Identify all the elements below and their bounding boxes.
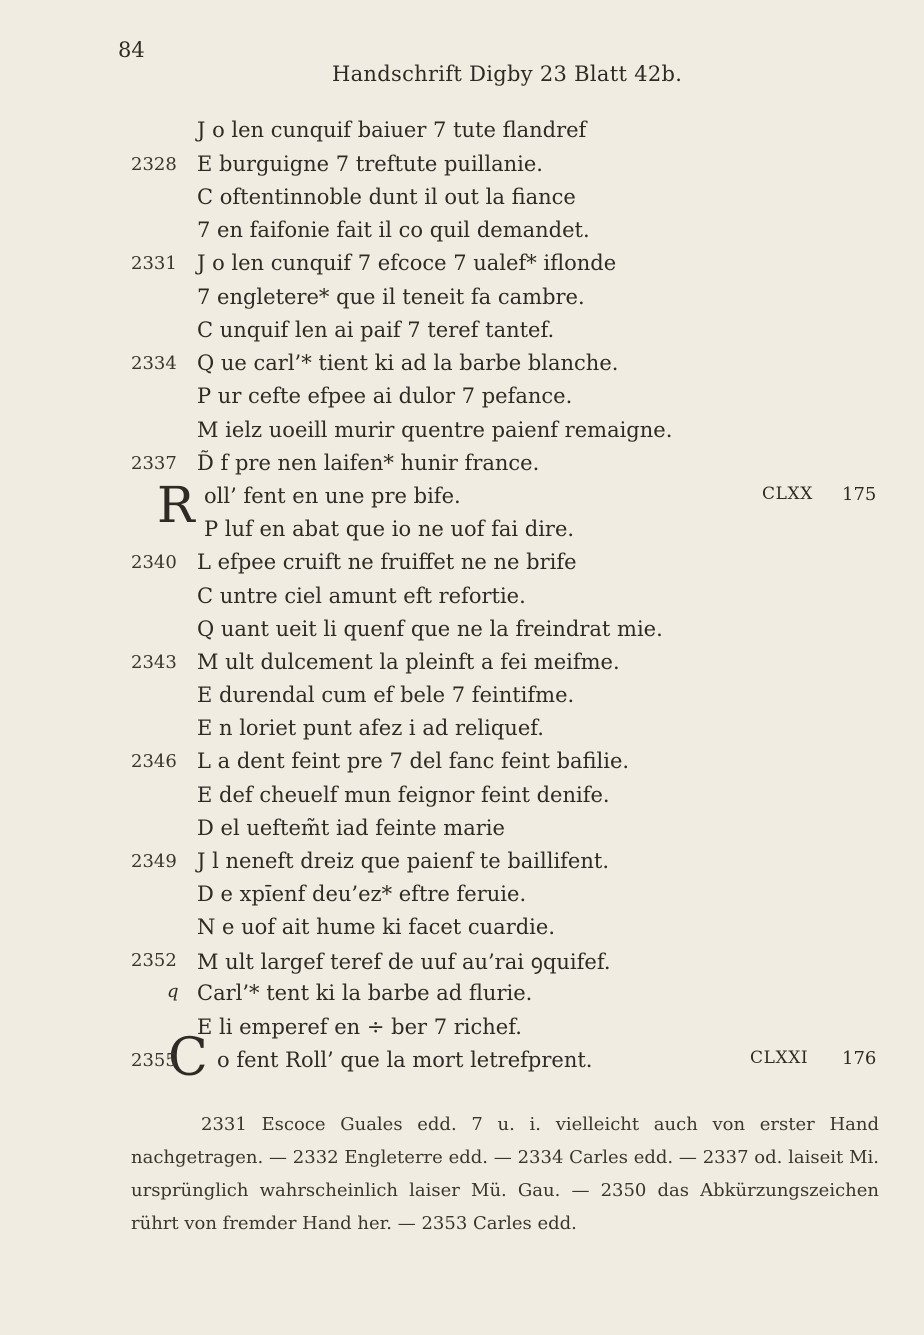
verse-text: 7 engletere* que il teneit fa cambre. (197, 285, 585, 309)
verse-line (0, 550, 924, 583)
verse-line (0, 251, 924, 284)
verse-text: L a dent feint pre 7 del fanc feint bafilie. (197, 749, 630, 773)
line-number: 2334 (131, 353, 177, 374)
verse-text: Q uant ueit li quenf que ne la freindrat mie. (197, 617, 663, 641)
verse-line (0, 218, 924, 251)
verse-line (0, 948, 924, 981)
verse-line (0, 484, 924, 517)
verse-text: D e xpı̄enf deu’ez* eftre feruie. (197, 882, 527, 906)
verse-line (0, 318, 924, 351)
verse-text: E def cheuelf mun feignor feint denife. (197, 783, 610, 807)
verse-text: M ielz uoeill murir quentre paienf remaigne. (197, 418, 673, 442)
line-number: 2337 (131, 453, 177, 474)
verse-text: 7 en faifonie fait il co quil demandet. (197, 218, 590, 242)
verse-text: C unquif len ai paif 7 teref tantef. (197, 318, 555, 342)
verse-text: E burguigne 7 treftute puillanie. (197, 152, 543, 176)
verse-line (0, 584, 924, 617)
footnote-text: 2331 Escoce Guales edd. 7 u. i. vielleicht auch von erster Hand nachgetragen. — 2332 Engleterre edd. — 2334 Carles edd. — 2337 od. laiseit Mi. ursprünglich wahrscheinlich laiser Mü. Gau. — 2350 das Abkürzungszeichen rührt von fremder Hand her. — 2353 Carles edd. (131, 1114, 879, 1234)
verse-line (0, 451, 924, 484)
verse-text: o fent Roll’ que la mort letrefprent. (217, 1048, 593, 1072)
verse-line (0, 351, 924, 384)
verse-line (0, 816, 924, 849)
marginal-mark: q (167, 981, 179, 1002)
line-number: 2352 (131, 950, 177, 971)
verse-text: D el ueftem̃t iad feinte marie (197, 816, 505, 840)
verse-line (0, 418, 924, 451)
verse-text: P ur cefte efpee ai dulor 7 pefance. (197, 384, 573, 408)
page-number: 84 (118, 38, 145, 62)
verse-line (0, 517, 924, 550)
line-number: 2328 (131, 154, 177, 175)
verse-text: Carl’* tent ki la barbe ad flurie. (197, 981, 533, 1005)
verse-text: D̃ f pre nen laifen* hunir france. (197, 451, 540, 475)
verse-text: M ult dulcement la pleinft a fei meifme. (197, 650, 620, 674)
line-number: 2346 (131, 751, 177, 772)
footnotes (131, 1108, 879, 1240)
verse-text: E li emperef en ÷ ber 7 richef. (197, 1015, 522, 1039)
line-number: 2331 (131, 253, 177, 274)
stanza-number: 176 (842, 1048, 877, 1069)
decorated-initial-c: C (168, 1028, 208, 1088)
verse-text: J o len cunquif 7 efcoce 7 ualef* iflonde (197, 251, 617, 275)
stanza-number: 175 (842, 484, 877, 505)
verse-line (0, 683, 924, 716)
verse-text: P luf en abat que io ne uof fai dire. (204, 517, 575, 541)
verse-text: N e uof ait hume ki facet cuardie. (197, 915, 556, 939)
verse-text: C oftentinnoble dunt il out la fiance (197, 185, 576, 209)
verse-text: J o len cunquif baiuer 7 tute flandref (197, 118, 587, 142)
verse-line (0, 650, 924, 683)
verse-text: E n loriet punt afez i ad reliquef. (197, 716, 544, 740)
verse-text: J l neneft dreiz que paienf te baillifent. (197, 849, 610, 873)
verse-text: M ult largef teref de uuf au’rai ꝯquifef. (197, 950, 611, 974)
line-number: 2355 (131, 1050, 177, 1071)
verse-line (0, 716, 924, 749)
line-number: 2343 (131, 652, 177, 673)
verse-line (0, 915, 924, 948)
verse-line (0, 749, 924, 782)
verse-line (0, 185, 924, 218)
laisse-number: CLXX (762, 484, 813, 504)
decorated-initial-r: R (157, 476, 195, 534)
verse-line (0, 152, 924, 185)
verse-line (0, 118, 924, 151)
laisse-number: CLXXI (750, 1048, 809, 1068)
verse-line (0, 617, 924, 650)
verse-line (0, 981, 924, 1014)
verse-text: Q ue carl’* tient ki ad la barbe blanche. (197, 351, 619, 375)
verse-text: E durendal cum ef bele 7 feintifme. (197, 683, 575, 707)
verse-line (0, 849, 924, 882)
verse-line (0, 384, 924, 417)
verse-line (0, 783, 924, 816)
line-number: 2349 (131, 851, 177, 872)
line-number: 2340 (131, 552, 177, 573)
verse-text: oll’ fent en une pre bife. (204, 484, 461, 508)
verse-line (0, 1048, 924, 1081)
verse-line (0, 882, 924, 915)
verse-line (0, 1015, 924, 1048)
running-header: Handschrift Digby 23 Blatt 42b. (332, 62, 683, 86)
verse-line (0, 285, 924, 318)
verse-text: L efpee cruift ne fruiffet ne ne brife (197, 550, 577, 574)
verse-text: C untre ciel amunt eft refortie. (197, 584, 526, 608)
